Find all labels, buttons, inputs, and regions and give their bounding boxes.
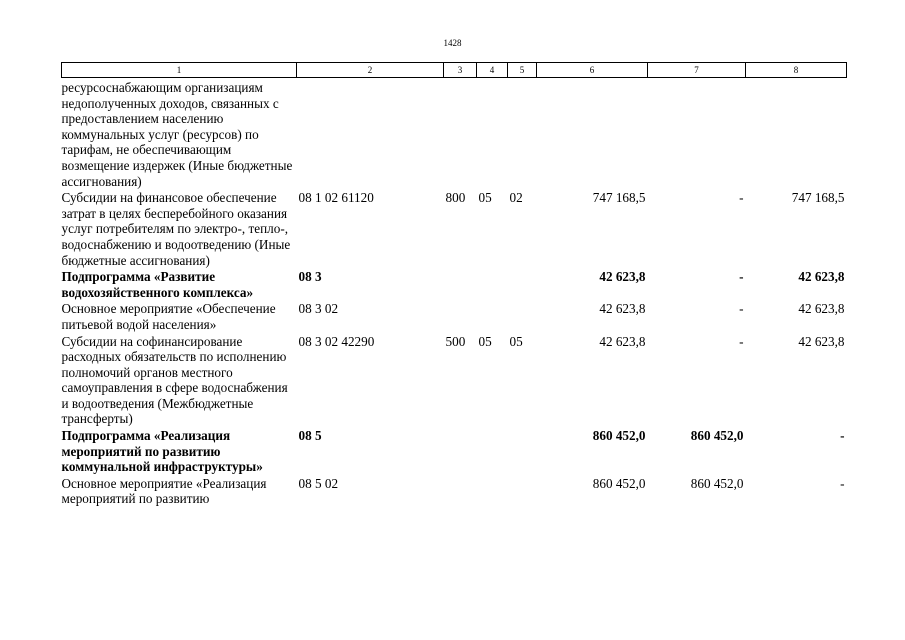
row-rz: 05 xyxy=(478,333,492,349)
column-header-2: 2 xyxy=(297,63,444,78)
row-total: 42 623,8 xyxy=(599,269,646,285)
row-total: 747 168,5 xyxy=(592,190,646,206)
row-regional: 42 623,8 xyxy=(798,333,845,349)
row-federal: - xyxy=(739,269,744,285)
table-row xyxy=(62,189,847,268)
table-row xyxy=(62,475,847,507)
row-vr xyxy=(444,427,477,475)
row-federal: - xyxy=(739,333,744,349)
column-header-7: 7 xyxy=(648,63,746,78)
row-federal: - xyxy=(739,190,744,206)
row-total: 860 452,0 xyxy=(592,475,646,491)
row-federal: 860 452,0 xyxy=(690,428,744,444)
row-vr xyxy=(444,475,477,507)
row-regional: - xyxy=(840,475,845,491)
row-rz: 05 xyxy=(478,190,492,206)
row-code xyxy=(297,78,444,190)
row-name: Основное мероприятие «Реализация мероприятий по развитию xyxy=(61,475,267,507)
row-total xyxy=(537,78,648,190)
table-row-subprogram xyxy=(62,268,847,300)
row-vr: 800 xyxy=(445,190,466,206)
row-regional: 747 168,5 xyxy=(791,190,845,206)
row-pr: 02 xyxy=(509,190,523,206)
row-name: Субсидии на софинансирование расходных обязательств по исполнению полномочий органов местного самоуправления в сфере водоснабжения и водоотведения (Межбюджетные трансферты) xyxy=(61,333,288,427)
row-pr xyxy=(508,78,537,190)
budget-table xyxy=(61,62,847,507)
row-federal: 860 452,0 xyxy=(690,475,744,491)
column-header-1: 1 xyxy=(62,63,297,78)
row-total: 42 623,8 xyxy=(599,333,646,349)
row-pr xyxy=(508,475,537,507)
table-row xyxy=(62,300,847,332)
column-number-row xyxy=(62,63,847,78)
row-vr xyxy=(444,78,477,190)
row-rz xyxy=(477,300,508,332)
row-code: 08 3 02 xyxy=(298,301,339,317)
row-name: Субсидии на финансовое обеспечение затрат в целях бесперебойного оказания услуг потребителям по электро-, тепло-, водоснабжению и водоотведению (Иные бюджетные ассигнования) xyxy=(61,190,291,268)
row-regional: 42 623,8 xyxy=(798,269,845,285)
row-vr: 500 xyxy=(445,333,466,349)
column-header-4: 4 xyxy=(477,63,508,78)
row-name: ресурсоснабжающим организациям недополученных доходов, связанных с предоставлением населению коммунальных услуг (ресурсов) по тарифам, не обеспечивающим возмещение издержек (Иные бюджетные ассигнования) xyxy=(61,80,293,189)
row-code: 08 3 02 42290 xyxy=(298,333,375,349)
row-code: 08 1 02 61120 xyxy=(298,190,374,206)
row-pr xyxy=(508,268,537,300)
row-pr xyxy=(508,300,537,332)
page-number: 1428 xyxy=(443,38,462,48)
column-header-3: 3 xyxy=(444,63,477,78)
row-rz xyxy=(477,427,508,475)
row-rz xyxy=(477,78,508,190)
row-federal: - xyxy=(739,301,744,317)
row-code: 08 3 xyxy=(298,269,322,285)
column-header-6: 6 xyxy=(537,63,648,78)
row-code: 08 5 xyxy=(298,428,322,444)
row-total: 42 623,8 xyxy=(599,301,646,317)
row-name: Основное мероприятие «Обеспечение питьевой водой населения» xyxy=(61,301,276,332)
table-row xyxy=(62,333,847,428)
column-header-5: 5 xyxy=(508,63,537,78)
table-row-subprogram xyxy=(62,427,847,475)
row-code: 08 5 02 xyxy=(298,475,339,491)
row-rz xyxy=(477,268,508,300)
row-total: 860 452,0 xyxy=(592,428,646,444)
row-regional xyxy=(746,78,847,190)
row-name: Подпрограмма «Развитие водохозяйственного комплекса» xyxy=(61,269,254,300)
row-pr: 05 xyxy=(509,333,523,349)
row-vr xyxy=(444,300,477,332)
row-rz xyxy=(477,475,508,507)
column-header-8: 8 xyxy=(746,63,847,78)
row-name: Подпрограмма «Реализация мероприятий по развитию коммунальной инфраструктуры» xyxy=(61,428,263,475)
table-row-continuation xyxy=(62,78,847,190)
row-regional: - xyxy=(840,428,845,444)
row-pr xyxy=(508,427,537,475)
row-vr xyxy=(444,268,477,300)
row-federal xyxy=(648,78,746,190)
row-regional: 42 623,8 xyxy=(798,301,845,317)
